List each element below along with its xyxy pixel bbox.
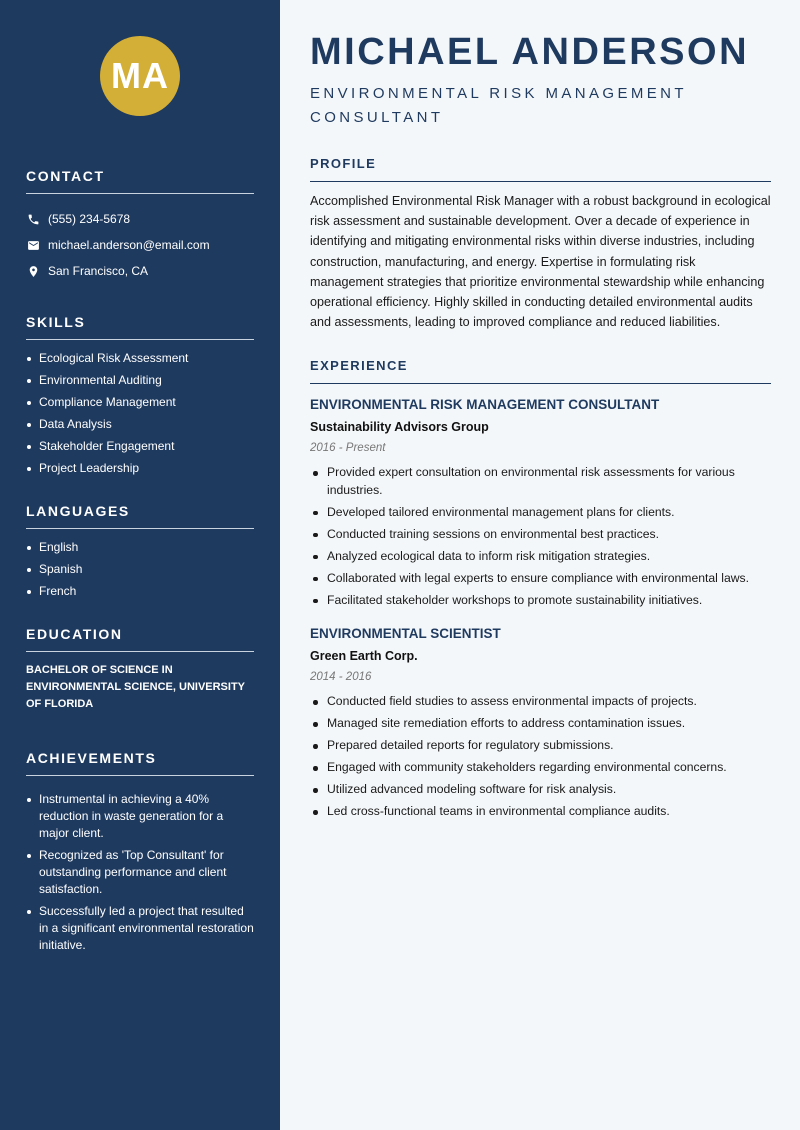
list-item: English xyxy=(26,539,254,556)
list-item: Instrumental in achieving a 40% reduction in waste generation for a major client. xyxy=(26,791,254,842)
phone-icon xyxy=(26,212,40,226)
contact-location xyxy=(26,258,254,284)
location-text: San Francisco, CA xyxy=(48,264,149,278)
list-item: Compliance Management xyxy=(26,394,254,411)
skills-section xyxy=(26,314,254,477)
list-item: Led cross-functional teams in environmental compliance audits. xyxy=(310,803,771,821)
list-item: Collaborated with legal experts to ensure compliance with environmental laws. xyxy=(310,570,771,588)
email-icon xyxy=(26,238,40,252)
job-bullets xyxy=(310,693,771,821)
location-pin-icon xyxy=(26,264,40,278)
achievements-section xyxy=(26,750,254,954)
list-item: Provided expert consultation on environmental risk assessments for various industries. xyxy=(310,464,771,499)
profile-section xyxy=(310,156,771,332)
experience-heading: EXPERIENCE xyxy=(310,358,771,384)
profile-heading: PROFILE xyxy=(310,156,771,182)
job-company: Green Earth Corp. xyxy=(310,649,418,664)
languages-list xyxy=(26,539,254,600)
achievements-heading: ACHIEVEMENTS xyxy=(26,750,254,776)
list-item: Environmental Auditing xyxy=(26,372,254,389)
job-dates: 2014 - 2016 xyxy=(310,671,372,684)
job-title-header: ENVIRONMENTAL RISK MANAGEMENT CONSULTANT xyxy=(310,85,687,126)
list-item: Engaged with community stakeholders regarding environmental concerns. xyxy=(310,759,771,777)
job-bullets xyxy=(310,464,771,609)
contact-section xyxy=(26,168,254,284)
education-section xyxy=(26,626,254,713)
skills-list xyxy=(26,350,254,477)
list-item: Utilized advanced modeling software for risk analysis. xyxy=(310,781,771,799)
education-heading: EDUCATION xyxy=(26,626,254,652)
candidate-name: MICHAEL ANDERSON xyxy=(310,31,750,73)
contact-phone xyxy=(26,206,254,232)
email-text: michael.anderson@email.com xyxy=(48,238,210,252)
list-item: Spanish xyxy=(26,561,254,578)
contact-heading: CONTACT xyxy=(26,168,254,194)
list-item: Recognized as 'Top Consultant' for outstanding performance and client satisfaction. xyxy=(26,847,254,898)
achievements-list xyxy=(26,791,254,954)
job-entry xyxy=(310,625,771,821)
job-title: ENVIRONMENTAL SCIENTIST xyxy=(310,626,501,642)
education-degree: BACHELOR OF SCIENCE IN ENVIRONMENTAL SCIENCE, UNIVERSITY OF FLORIDA xyxy=(26,664,245,710)
list-item: Developed tailored environmental management plans for clients. xyxy=(310,504,771,522)
list-item: French xyxy=(26,583,254,600)
list-item: Data Analysis xyxy=(26,416,254,433)
list-item: Conducted training sessions on environmental best practices. xyxy=(310,526,771,544)
phone-text: (555) 234-5678 xyxy=(48,212,131,226)
contact-email xyxy=(26,232,254,258)
list-item: Stakeholder Engagement xyxy=(26,438,254,455)
list-item: Analyzed ecological data to inform risk mitigation strategies. xyxy=(310,548,771,566)
list-item: Managed site remediation efforts to address contamination issues. xyxy=(310,715,771,733)
skills-heading: SKILLS xyxy=(26,314,254,340)
languages-section xyxy=(26,503,254,600)
sidebar xyxy=(0,0,280,1130)
profile-text: Accomplished Environmental Risk Manager with a robust background in ecological risk assessment and sustainable development. Over a decade of experience in identifying and mitigating environmental risks within diverse industries, including construction, manufacturing, and energy. Expertise in formulating risk management strategies that prioritize environmental stewardship while enhancing operational efficiency. Highly skilled in conducting detailed environmental audits and assessments, leading to improved compliance and reduced liabilities. xyxy=(310,194,771,330)
job-dates: 2016 - Present xyxy=(310,442,386,455)
list-item: Conducted field studies to assess environmental impacts of projects. xyxy=(310,693,771,711)
list-item: Prepared detailed reports for regulatory submissions. xyxy=(310,737,771,755)
job-title: ENVIRONMENTAL RISK MANAGEMENT CONSULTANT xyxy=(310,397,660,413)
list-item: Ecological Risk Assessment xyxy=(26,350,254,367)
contact-list xyxy=(26,206,254,284)
list-item: Project Leadership xyxy=(26,460,254,477)
main-content xyxy=(280,0,800,1130)
job-entry xyxy=(310,396,771,609)
avatar: MA xyxy=(100,36,180,116)
list-item: Facilitated stakeholder workshops to promote sustainability initiatives. xyxy=(310,592,771,610)
experience-section xyxy=(310,358,771,821)
list-item: Successfully led a project that resulted in a significant environmental restoration initiative. xyxy=(26,903,254,954)
languages-heading: LANGUAGES xyxy=(26,503,254,529)
job-company: Sustainability Advisors Group xyxy=(310,420,489,435)
